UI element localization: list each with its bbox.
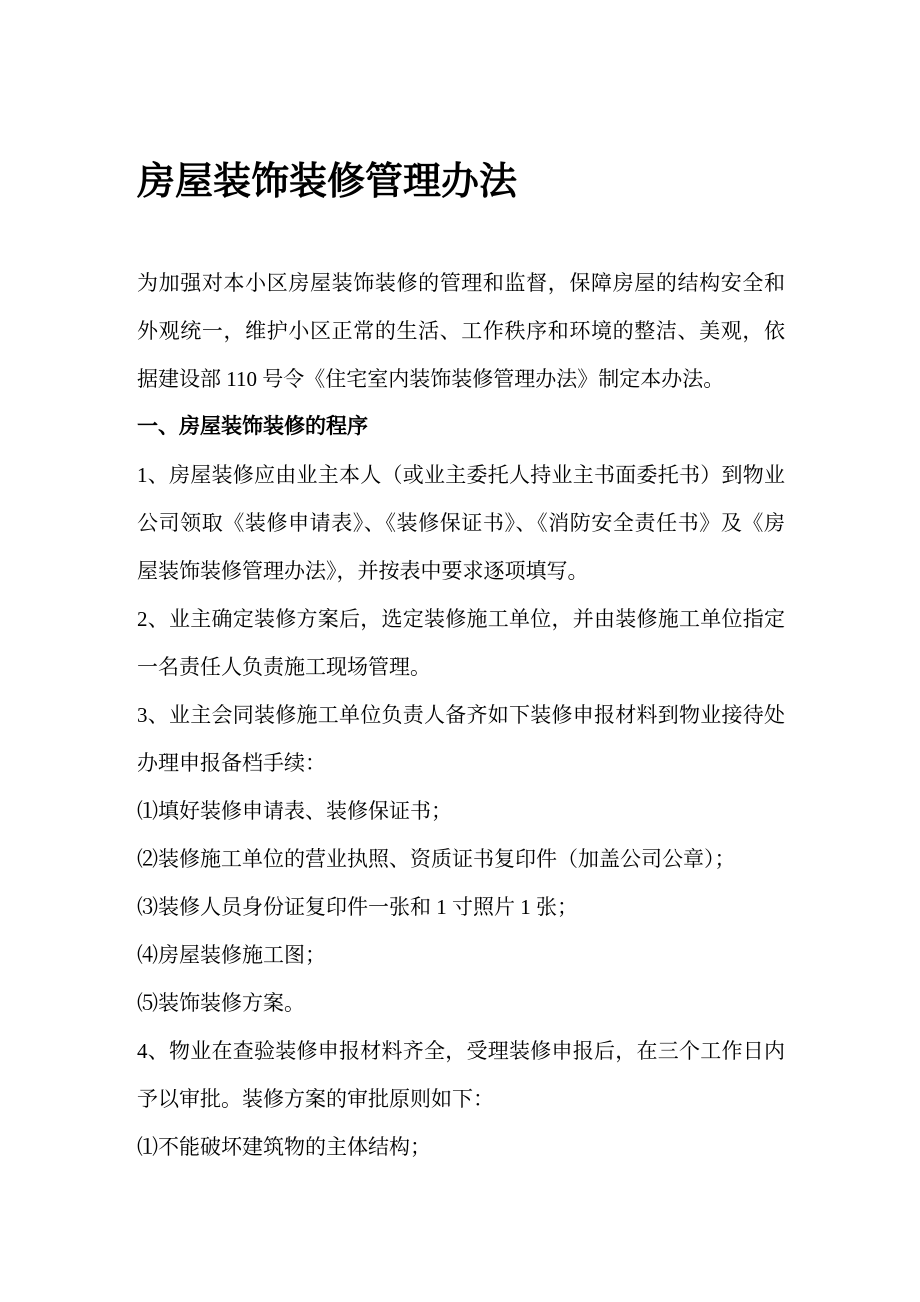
section-heading-procedure: 一、房屋装饰装修的程序 [137, 415, 368, 438]
list-item-1: ⑴填好装修申请表、装修保证书； [137, 799, 452, 823]
list-item-5: ⑸装饰装修方案。 [137, 991, 305, 1015]
document-content [137, 160, 785, 1171]
paragraph-item-2: 2、业主确定装修方案后，选定装修施工单位，并由装修施工单位指定一名责任人负责施工现场管理。 [137, 607, 785, 679]
list-item-4: ⑷房屋装修施工图； [137, 943, 326, 967]
document-title: 房屋装饰装修管理办法 [137, 161, 518, 203]
paragraph-item-3: 3、业主会同装修施工单位负责人备齐如下装修申报材料到物业接待处办理申报备档手续： [137, 703, 785, 775]
paragraph-item-1: 1、房屋装修应由业主本人（或业主委托人持业主书面委托书）到物业公司领取《装修申请表》、《装修保证书》、《消防安全责任书》及《房屋装饰装修管理办法》，并按表中要求逐项填写。 [137, 463, 785, 583]
list-item-2: ⑵装修施工单位的营业执照、资质证书复印件（加盖公司公章）； [137, 847, 736, 871]
approval-rule-item-1: ⑴不能破坏建筑物的主体结构； [137, 1135, 431, 1159]
paragraph-item-4: 4、物业在查验装修申报材料齐全，受理装修申报后，在三个工作日内予以审批。装修方案的审批原则如下： [137, 1039, 785, 1111]
intro-paragraph: 为加强对本小区房屋装饰装修的管理和监督，保障房屋的结构安全和外观统一，维护小区正常的生活、工作秩序和环境的整洁、美观，依据建设部 110 号令《住宅室内装饰装修管理办法》制定本办法。 [137, 271, 785, 391]
list-item-3: ⑶装修人员身份证复印件一张和 1 寸照片 1 张； [137, 895, 578, 919]
